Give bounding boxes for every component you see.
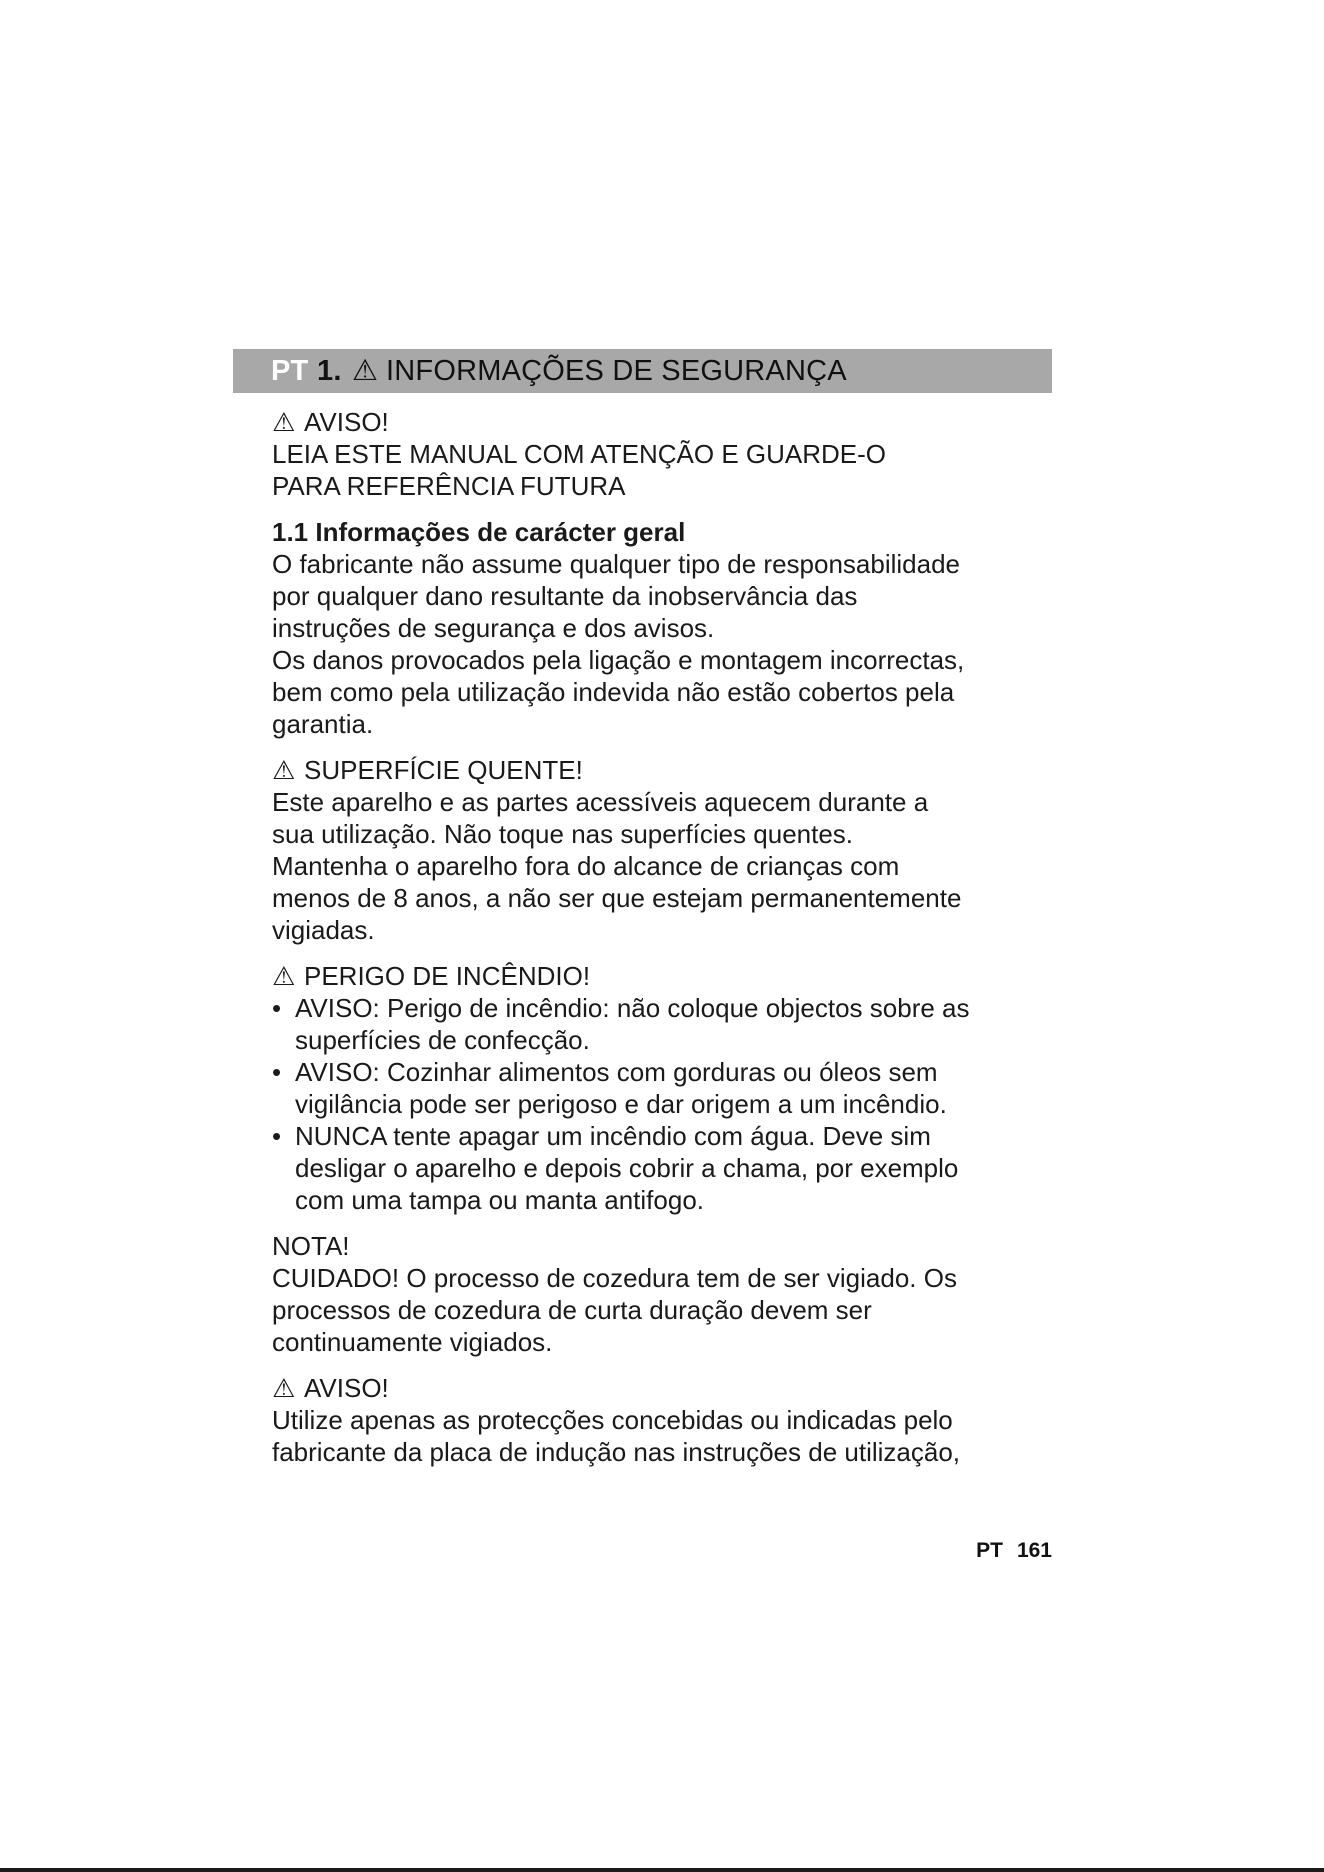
warning-icon: ⚠ xyxy=(352,355,379,387)
bullet-icon: • xyxy=(272,993,282,1023)
header-section-number: 1. xyxy=(317,355,342,387)
hot-surface-title: SUPERFÍCIE QUENTE! xyxy=(304,755,583,785)
general-info-line: Os danos provocados pela ligação e montagem incorrectas, xyxy=(272,645,965,675)
bullet-icon: • xyxy=(272,1057,282,1087)
section-header-bar xyxy=(233,349,1052,393)
list-item-line: AVISO: Perigo de incêndio: não coloque objectos sobre as xyxy=(295,993,970,1023)
general-info-line: bem como pela utilização indevida não estão cobertos pela xyxy=(272,677,955,707)
page-number: 161 xyxy=(1016,1539,1052,1562)
nota-block xyxy=(272,1230,1072,1358)
aviso-final-title: AVISO! xyxy=(304,1373,389,1403)
general-info-line: por qualquer dano resultante da inobservância das xyxy=(272,581,858,611)
nota-line: continuamente vigiados. xyxy=(272,1327,553,1357)
fire-warning-icon: ⚠ xyxy=(272,961,296,991)
hot-surface-icon: ⚠ xyxy=(272,755,296,785)
list-item xyxy=(272,1120,1072,1216)
general-info-line: instruções de segurança e dos avisos. xyxy=(272,613,715,643)
page-footer xyxy=(975,1539,1052,1563)
hot-surface-line: menos de 8 anos, a não ser que estejam permanentemente xyxy=(272,883,962,913)
footer-language-code: PT xyxy=(976,1539,1003,1562)
nota-line: CUIDADO! O processo de cozedura tem de ser vigiado. Os xyxy=(272,1263,957,1293)
list-item-line: desligar o aparelho e depois cobrir a chama, por exemplo xyxy=(295,1153,959,1183)
nota-line: processos de cozedura de curta duração devem ser xyxy=(272,1295,872,1325)
aviso-line: LEIA ESTE MANUAL COM ATENÇÃO E GUARDE-O xyxy=(272,439,887,469)
general-info-heading: 1.1 Informações de carácter geral xyxy=(272,517,686,547)
aviso-final-line: fabricante da placa de indução nas instruções de utilização, xyxy=(272,1437,960,1467)
bottom-rule xyxy=(0,1868,1324,1872)
aviso-final-heading xyxy=(272,1372,1072,1404)
hot-surface-line: Mantenha o aparelho fora do alcance de crianças com xyxy=(272,851,900,881)
aviso-line: PARA REFERÊNCIA FUTURA xyxy=(272,471,626,501)
fire-danger-block xyxy=(272,960,1072,1216)
header-language-code: PT xyxy=(271,355,309,387)
general-info-block xyxy=(272,516,1072,740)
hot-surface-heading xyxy=(272,754,1072,786)
aviso-title: AVISO! xyxy=(304,407,389,437)
aviso-final-block xyxy=(272,1372,1072,1468)
hot-surface-block xyxy=(272,754,1072,946)
list-item-line: NUNCA tente apagar um incêndio com água. Deve sim xyxy=(295,1121,931,1151)
header-title: INFORMAÇÕES DE SEGURANÇA xyxy=(386,355,847,387)
fire-danger-title: PERIGO DE INCÊNDIO! xyxy=(304,961,591,991)
bullet-icon: • xyxy=(272,1121,282,1151)
aviso-heading xyxy=(272,406,1072,438)
warning-icon: ⚠ xyxy=(272,1373,296,1403)
list-item xyxy=(272,992,1072,1056)
page-content xyxy=(272,406,1072,1482)
nota-title: NOTA! xyxy=(272,1231,350,1261)
list-item-line: AVISO: Cozinhar alimentos com gorduras ou óleos sem xyxy=(295,1057,938,1087)
list-item-line: com uma tampa ou manta antifogo. xyxy=(295,1185,705,1215)
list-item xyxy=(272,1056,1072,1120)
hot-surface-line: sua utilização. Não toque nas superfícies quentes. xyxy=(272,819,854,849)
aviso-block xyxy=(272,406,1072,502)
hot-surface-line: vigiadas. xyxy=(272,915,375,945)
hot-surface-line: Este aparelho e as partes acessíveis aquecem durante a xyxy=(272,787,929,817)
aviso-final-line: Utilize apenas as protecções concebidas ou indicadas pelo xyxy=(272,1405,953,1435)
fire-danger-heading xyxy=(272,960,1072,992)
list-item-line: superfícies de confecção. xyxy=(295,1025,590,1055)
general-info-line: O fabricante não assume qualquer tipo de responsabilidade xyxy=(272,549,961,579)
warning-icon: ⚠ xyxy=(272,407,296,437)
general-info-line: garantia. xyxy=(272,709,374,739)
list-item-line: vigilância pode ser perigoso e dar origem a um incêndio. xyxy=(295,1089,947,1119)
